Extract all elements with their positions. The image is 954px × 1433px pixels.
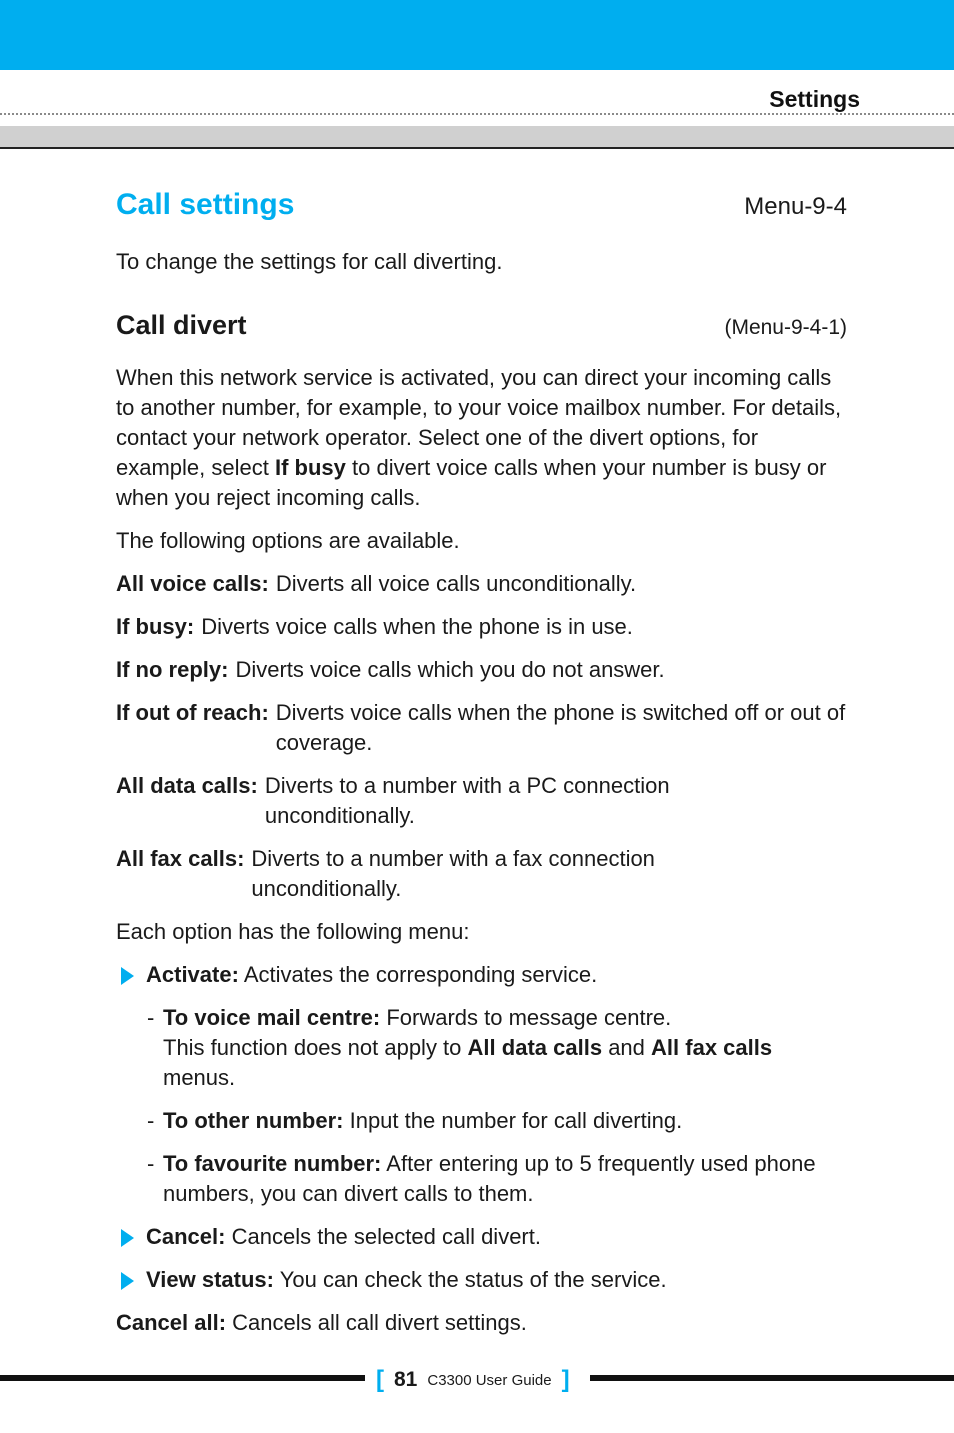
divert-paragraph: When this network service is activated, you can direct your incoming calls to another number, for example, to your voice mailbox number. For details, contact your network operator. Select one of the divert options, for example, select If busy to divert voice calls when your number is busy or when you reject incoming calls. <box>116 365 842 510</box>
bullet-cancel: Cancel: Cancels the selected call divert. <box>116 1222 850 1252</box>
menu-code: Menu-9-4 <box>744 193 847 220</box>
dotted-rule <box>0 113 954 115</box>
sub-menu-code: (Menu-9-4-1) <box>724 316 847 339</box>
cancel-all-item: Cancel all: Cancels all call divert settings. <box>116 1310 527 1335</box>
sub-item-voice-mail: - To voice mail centre: Forwards to message centre. This function does not apply to All data calls and All fax calls menus. <box>147 1005 773 1090</box>
option-item: If out of reach: Diverts voice calls when the phone is switched off or out of coverage. <box>116 700 846 755</box>
sub-item-other-number: - To other number: Input the number for call diverting. <box>147 1108 683 1133</box>
option-item: If no reply: Diverts voice calls which you do not answer. <box>116 657 665 682</box>
triangle-bullet-icon <box>121 1272 134 1290</box>
option-item: All fax calls: Diverts to a number with a fax connection unconditionally. <box>116 846 655 901</box>
page-content <box>116 185 850 1338</box>
page-title: Call settings <box>116 188 295 221</box>
intro-text: To change the settings for call diverting. <box>116 249 503 274</box>
options-intro: The following options are available. <box>116 528 460 553</box>
subheading-row <box>116 307 850 343</box>
footer-rule-right <box>590 1375 954 1381</box>
bullet-view-status: View status: You can check the status of the service. <box>116 1265 850 1295</box>
top-color-bar <box>0 0 954 70</box>
option-item: If busy: Diverts voice calls when the phone is in use. <box>116 614 633 639</box>
sub-item-favourite: - To favourite number: After entering up to 5 frequently used phone numbers, you can divert calls to them. <box>147 1151 816 1206</box>
page-footer <box>376 1366 576 1394</box>
title-row <box>116 185 850 225</box>
guide-title: C3300 User Guide <box>427 1371 552 1389</box>
page-number: 81 <box>394 1368 418 1391</box>
footer-bracket-close: ] <box>561 1366 570 1393</box>
bullet-activate: Activate: Activates the corresponding service. <box>116 960 850 990</box>
footer-bracket-open: [ <box>376 1366 384 1393</box>
option-item: All voice calls: Diverts all voice calls unconditionally. <box>116 571 637 596</box>
triangle-bullet-icon <box>121 1229 134 1247</box>
grey-band <box>0 126 954 149</box>
menu-intro: Each option has the following menu: <box>116 919 470 944</box>
option-item: All data calls: Diverts to a number with a PC connection unconditionally. <box>116 773 670 828</box>
section-label: Settings <box>769 86 860 112</box>
subheading: Call divert <box>116 310 247 340</box>
footer-rule-left <box>0 1375 365 1381</box>
triangle-bullet-icon <box>121 967 134 985</box>
